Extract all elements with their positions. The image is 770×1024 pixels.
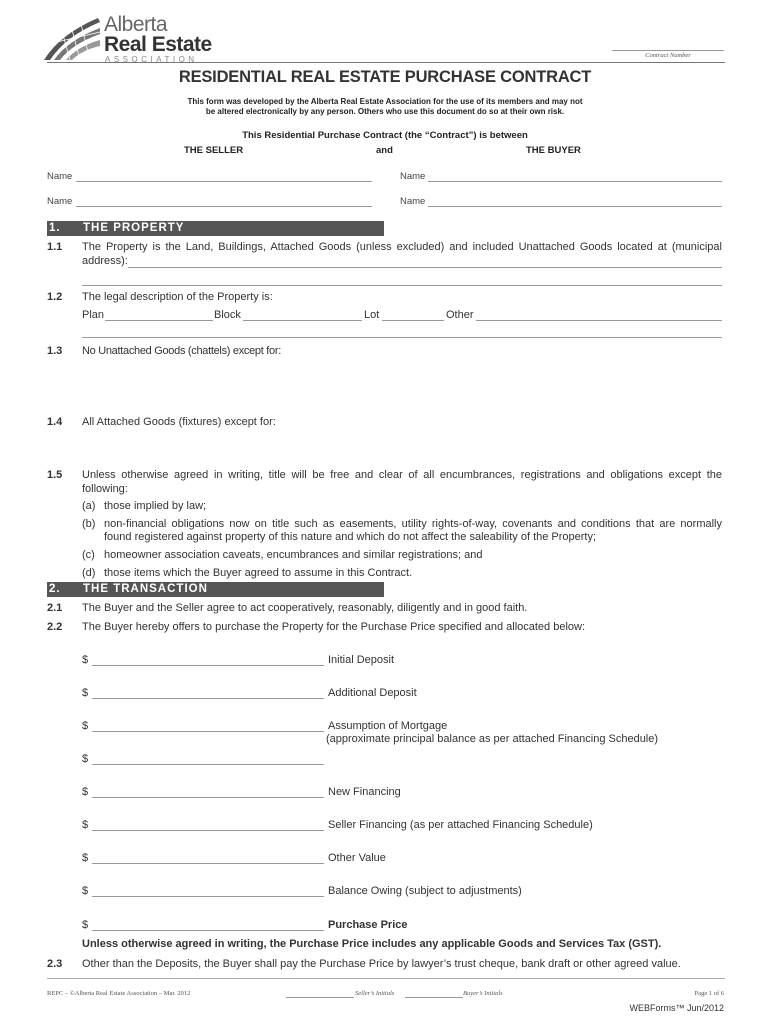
gst-notice: Unless otherwise agreed in writing, the Purchase Price includes any applicable Goods and Services Tax (GST).: [82, 938, 662, 950]
section-2-header: [47, 582, 384, 597]
clause-1-5-b-line1: non-financial obligations now on title such as easements, utility rights-of-way, covenants and conditions that are normally: [104, 518, 722, 530]
clause-2-3-num: 2.3: [47, 958, 63, 970]
clause-1-5-num: 1.5: [47, 469, 63, 481]
clause-1-5-d-label: (d): [82, 567, 96, 579]
initial-deposit-field[interactable]: [92, 665, 324, 666]
clause-1-3-num: 1.3: [47, 345, 63, 357]
new-financing-field[interactable]: [92, 797, 324, 798]
clause-1-1-line2: address):: [82, 255, 128, 267]
seller-financing-currency: $: [82, 819, 89, 831]
initial-deposit-label: Initial Deposit: [328, 654, 395, 666]
clause-1-2-num: 1.2: [47, 291, 63, 303]
other-label: Other: [446, 309, 474, 321]
assumption-label: Assumption of Mortgage: [328, 720, 448, 732]
logo-line1: Alberta: [104, 13, 168, 36]
clause-1-5-c-label: (c): [82, 549, 95, 561]
assumption-field[interactable]: [92, 731, 324, 732]
plan-label: Plan: [82, 309, 105, 321]
assumption-extra-currency: $: [82, 753, 89, 765]
purchase-price-label: Purchase Price: [328, 919, 408, 931]
balance-owing-field[interactable]: [92, 896, 324, 897]
plan-field[interactable]: [105, 320, 213, 321]
clause-1-5-b-label: (b): [82, 518, 96, 530]
clause-2-2-text: The Buyer hereby offers to purchase the Property for the Purchase Price specified and allocated below:: [82, 621, 586, 633]
between-text: This Residential Purchase Contract (the “Contract”) is between: [242, 130, 528, 141]
buyer-name-label-1: Name: [400, 171, 426, 182]
clause-1-3-text: No Unattached Goods (chattels) except for:: [82, 345, 281, 357]
seller-name-field-1[interactable]: [76, 181, 372, 182]
logo-mark-icon: [40, 14, 106, 62]
clause-2-1-text: The Buyer and the Seller agree to act cooperatively, reasonably, diligently and in good faith.: [82, 602, 528, 614]
clause-1-4-text: All Attached Goods (fixtures) except for:: [82, 416, 276, 428]
buyer-name-field-1[interactable]: [428, 181, 722, 182]
assumption-note: (approximate principal balance as per attached Financing Schedule): [326, 733, 659, 745]
address-field-2[interactable]: [82, 285, 722, 286]
other-value-currency: $: [82, 852, 89, 864]
clause-1-5-a-label: (a): [82, 500, 96, 512]
buyer-name-label-2: Name: [400, 196, 426, 207]
purchase-price-currency: $: [82, 919, 89, 931]
assumption-extra-field[interactable]: [92, 764, 324, 765]
clause-2-1-num: 2.1: [47, 602, 63, 614]
additional-deposit-label: Additional Deposit: [328, 687, 417, 699]
logo-line3: ASSOCIATION: [105, 55, 198, 64]
section-1-header: [47, 221, 384, 236]
seller-heading: THE SELLER: [184, 145, 244, 156]
logo: [40, 14, 240, 64]
buyer-initials-label: Buyer’s Initials: [463, 990, 503, 997]
header-rule: [47, 62, 725, 63]
lot-label: Lot: [364, 309, 380, 321]
other-value-field[interactable]: [92, 863, 324, 864]
notice-line2: be altered electronically by any person. Others who use this document do so at their own risk.: [205, 107, 565, 116]
seller-initials-label: Seller’s Initials: [355, 990, 395, 997]
section-1-number: 1.: [49, 222, 61, 234]
notice-line1: This form was developed by the Alberta Real Estate Association for the use of its members and may not: [187, 97, 583, 106]
clause-1-5-line1: Unless otherwise agreed in writing, title will be free and clear of all encumbrances, registrations and obligations except the: [82, 469, 722, 481]
buyer-initials-field[interactable]: [405, 997, 463, 998]
address-field-1[interactable]: [128, 267, 722, 268]
footer-copyright: REPC – ©Alberta Real Estate Association – Mar. 2012: [47, 990, 191, 997]
additional-deposit-currency: $: [82, 687, 89, 699]
clause-1-1-num: 1.1: [47, 241, 63, 253]
block-label: Block: [214, 309, 241, 321]
assumption-currency: $: [82, 720, 89, 732]
webforms-label: WEBForms™ Jun/2012: [629, 1003, 724, 1013]
buyer-name-field-2[interactable]: [428, 206, 722, 207]
section-2-title: THE TRANSACTION: [83, 583, 208, 595]
clause-1-5-d-text: those items which the Buyer agreed to assume in this Contract.: [104, 567, 413, 579]
page-title: RESIDENTIAL REAL ESTATE PURCHASE CONTRACT: [178, 68, 592, 86]
section-1-title: THE PROPERTY: [83, 222, 185, 234]
clause-1-2-line1: The legal description of the Property is:: [82, 291, 273, 303]
clause-1-5-line2: following:: [82, 483, 128, 495]
buyer-heading: THE BUYER: [526, 145, 581, 156]
additional-deposit-field[interactable]: [92, 698, 324, 699]
contract-number-line[interactable]: [612, 50, 724, 51]
legal-description-field-2[interactable]: [82, 337, 722, 338]
clause-1-4-num: 1.4: [47, 416, 63, 428]
contract-number-label: Contract Number: [645, 52, 691, 59]
section-2-number: 2.: [49, 583, 61, 595]
clause-1-5-a-text: those implied by law;: [104, 500, 207, 512]
new-financing-currency: $: [82, 786, 89, 798]
new-financing-label: New Financing: [328, 786, 401, 798]
clause-2-3-text: Other than the Deposits, the Buyer shall pay the Purchase Price by lawyer’s trust cheque, bank draft or other agreed value.: [82, 958, 681, 970]
and-text: and: [376, 145, 393, 156]
block-field[interactable]: [243, 320, 362, 321]
clause-1-5-b-line2: found registered against property of this nature and which do not affect the saleability of the Property;: [104, 531, 597, 543]
purchase-price-field[interactable]: [92, 930, 324, 931]
lot-field[interactable]: [382, 320, 444, 321]
initial-deposit-currency: $: [82, 654, 89, 666]
footer-rule: [47, 978, 725, 979]
seller-initials-field[interactable]: [286, 997, 354, 998]
clause-1-5-c-text: homeowner association caveats, encumbrances and similar registrations; and: [104, 549, 483, 561]
seller-name-label-2: Name: [47, 196, 73, 207]
other-field[interactable]: [476, 320, 722, 321]
balance-owing-currency: $: [82, 885, 89, 897]
balance-owing-label: Balance Owing (subject to adjustments): [328, 885, 522, 897]
seller-financing-label: Seller Financing (as per attached Financing Schedule): [328, 819, 593, 831]
page-number: Page 1 of 6: [694, 990, 724, 997]
seller-name-label-1: Name: [47, 171, 73, 182]
other-value-label: Other Value: [328, 852, 386, 864]
seller-name-field-2[interactable]: [76, 206, 372, 207]
clause-1-1-line1: The Property is the Land, Buildings, Attached Goods (unless excluded) and included Unattached Goods located at (municipal: [82, 241, 722, 253]
clause-2-2-num: 2.2: [47, 621, 63, 633]
seller-financing-field[interactable]: [92, 830, 324, 831]
logo-line2: Real Estate: [104, 33, 212, 56]
